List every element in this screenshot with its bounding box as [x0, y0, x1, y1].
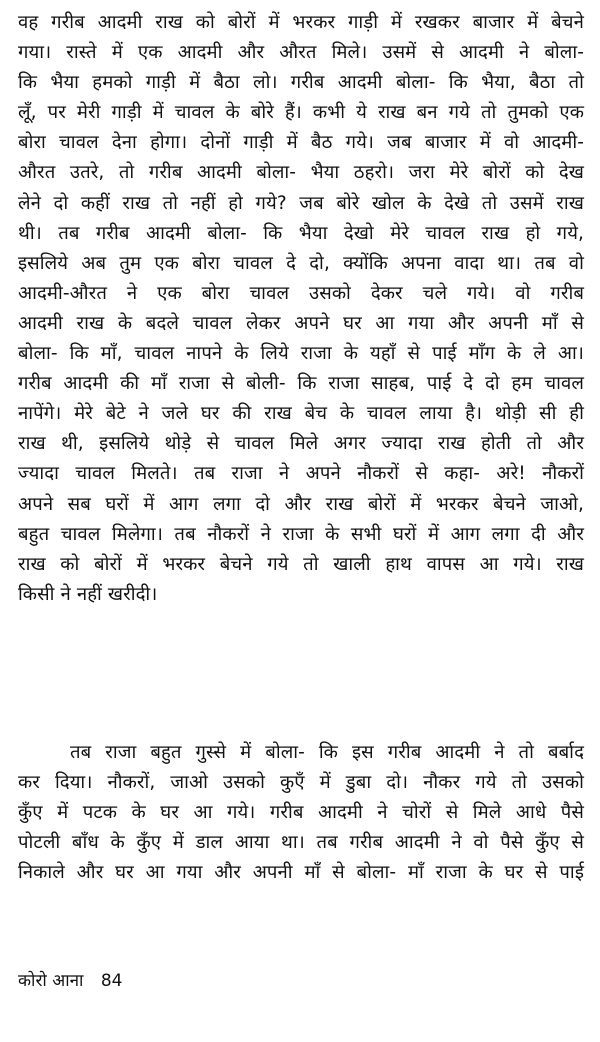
text-line: लेने दो कहीं राख तो नहीं हो गये? जब बोरे खोल के देखे तो उसमें राख [18, 192, 584, 214]
text-line: थी। तब गरीब आदमी बोला- कि भैया देखो मेरे चावल राख हो गये, [18, 222, 584, 244]
text-line: बोरा चावल देना होगा। दोनों गाड़ी में बैठ गये। जब बाजार में वो आदमी- [18, 132, 584, 154]
text-line: गया। रास्ते में एक आदमी और औरत मिले। उसमें से आदमी ने बोला- [18, 42, 584, 64]
text-line: वह गरीब आदमी राख को बोरों में भरकर गाड़ी में रखकर बाजार में बेचने [18, 12, 584, 33]
text-line: आदमी राख के बदले चावल लेकर अपने घर आ गया और अपनी माँ से [18, 312, 584, 334]
text-line: ज्यादा चावल मिलते। तब राजा ने अपने नौकरों से कहा- अरे! नौकरों [18, 463, 584, 485]
text-line: आदमी-औरत ने एक बोरा चावल उसको देकर चले गये। वो गरीब [18, 282, 584, 304]
text-line: बोला- कि माँ, चावल नापने के लिये राजा के यहाँ से पाई माँग के ले आ। [18, 343, 584, 365]
text-line: नापेंगे। मेरे बेटे ने जले घर की राख बेच के चावल लाया है। थोड़ी सी ही [18, 403, 584, 425]
text-line: पोटली बाँध के कुँए में डाल आया था। तब गरीब आदमी ने वो पैसे कुँए से [18, 832, 584, 854]
text-line: कुँए में पटक के घर आ गये। गरीब आदमी ने चोरों से मिले आधे पैसे [18, 802, 584, 824]
text-line: कर दिया। नौकरों, जाओ उसको कुएँ में डुबा दो। नौकर गये तो उसको [18, 772, 584, 794]
page-footer [18, 968, 122, 991]
text-line: अपने सब घरों में आग लगा दो और राख बोरों में भरकर बेचने जाओ, [18, 493, 584, 515]
text-line: कि भैया हमको गाड़ी में बैठा लो। गरीब आदमी बोला- कि भैया, बैठा तो [18, 72, 584, 94]
text-line: औरत उतरे, तो गरीब आदमी बोला- भैया ठहरो। जरा मेरे बोरों को देख [18, 162, 584, 184]
text-line: राख को बोरों में भरकर बेचने गये तो खाली हाथ वापस आ गये। राख [18, 553, 584, 575]
paragraph-1 [18, 8, 584, 610]
text-line: किसी ने नहीं खरीदी। [18, 583, 158, 605]
text-line: बहुत चावल मिलेगा। तब नौकरों ने राजा के सभी घरों में आग लगा दी और [18, 523, 584, 545]
text-line: लूँ, पर मेरी गाड़ी में चावल के बोरे हैं। कभी ये राख बन गये तो तुमको एक [18, 102, 584, 124]
text-line: निकाले और घर आ गया और अपनी माँ से बोला- माँ राजा के घर से पाई [18, 862, 584, 884]
page-number: 84 [100, 971, 123, 991]
text-line: राख थी, इसलिये थोड़े से चावल मिले अगर ज्यादा राख होती तो और [18, 433, 584, 455]
book-title: कोरो आना [18, 971, 84, 991]
text-line: तब राजा बहुत गुस्से में बोला- कि इस गरीब आदमी ने तो बर्बाद [70, 742, 584, 763]
paragraph-2 [18, 738, 584, 888]
text-line: इसलिये अब तुम एक बोरा चावल दे दो, क्योंकि अपना वादा था। तब वो [18, 252, 584, 274]
text-line: गरीब आदमी की माँ राजा से बोली- कि राजा साहब, पाई दे दो हम चावल [18, 373, 584, 395]
